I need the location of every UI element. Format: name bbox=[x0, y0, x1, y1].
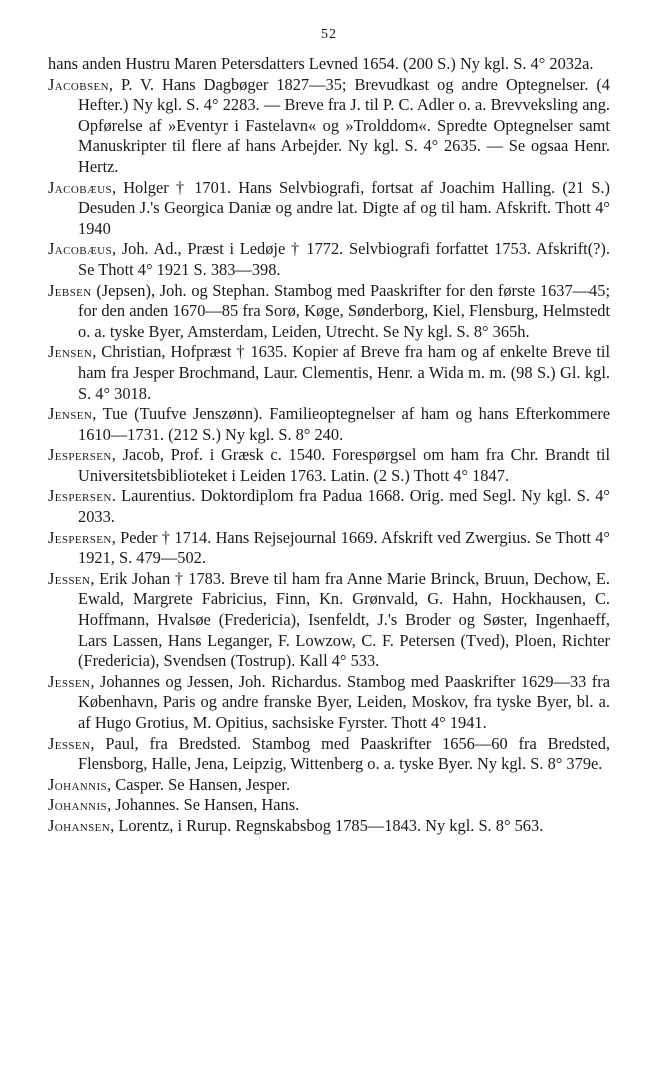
entry-name: Jespersen bbox=[48, 486, 112, 506]
catalog-entry bbox=[48, 445, 610, 486]
entry-name: Jacobsen bbox=[48, 74, 109, 94]
entry-list bbox=[48, 54, 610, 837]
catalog-entry bbox=[48, 486, 610, 527]
entry-name: Johannis bbox=[48, 795, 108, 815]
entry-text: , Tue (Tuufve Jenszønn). Familieoptegnelser af ham og hans Efterkommere 1610—1731. (212 S.) Ny kgl. S. 8° 240. bbox=[78, 404, 610, 444]
entry-text: , Erik Johan † 1783. Breve til ham fra Anne Marie Brinck, Bruun, Dechow, E. Ewald, Margrete Fabricius, Finn, Kn. Grønvald, G. Hahn, Hockhausen, C. Hoffmann, Hvalsøe (Fredericia), Isenfeldt, J.'s Broder og Søster, Ingenhaeff, Lars Lassen, Hans Leganger, F. Lowzow, C. F. Petersen (Tved), Ploen, Richter (Fredericia), Svendsen (Tostrup). Kall 4° 533. bbox=[78, 568, 610, 671]
entry-name: Jespersen bbox=[48, 527, 112, 547]
catalog-entry bbox=[48, 816, 610, 837]
catalog-entry bbox=[48, 569, 610, 672]
entry-name: Jacobæus bbox=[48, 177, 112, 197]
entry-text: , Christian, Hofpræst † 1635. Kopier af Breve fra ham og af enkelte Breve til ham fra Jesper Brochmand, Laur. Clementis, Henr. a Wida m. m. (98 S.) Gl. kgl. S. 4° 3018. bbox=[78, 342, 610, 403]
entry-text: , Peder † 1714. Hans Rejsejournal 1669. Afskrift ved Zwergius. Se Thott 4° 1921, S. 479—502. bbox=[78, 527, 610, 568]
entry-name: Jensen bbox=[48, 404, 93, 424]
entry-name: Johannis bbox=[48, 774, 108, 794]
entry-name: Jacobæus bbox=[48, 239, 112, 259]
catalog-entry bbox=[48, 178, 610, 240]
entry-text: , Casper. Se Hansen, Jesper. bbox=[107, 774, 291, 794]
entry-name: Jebsen bbox=[48, 280, 92, 300]
catalog-entry bbox=[48, 775, 610, 796]
entry-text: . Laurentius. Doktordiplom fra Padua 1668. Orig. med Segl. Ny kgl. S. 4° 2033. bbox=[78, 486, 610, 527]
catalog-entry bbox=[48, 239, 610, 280]
catalog-entry bbox=[48, 672, 610, 734]
catalog-entry bbox=[48, 54, 610, 75]
entry-text: , Johannes og Jessen, Joh. Richardus. Stambog med Paaskrifter 1629—33 fra København, Paris og andre franske Byer, Leiden, Moskov, fra tyske Byer, bl. a. af Hugo Grotius, M. Opitius, sachsiske Fyrster. Thott 4° 1941. bbox=[78, 671, 610, 732]
entry-text: , P. V. Hans Dagbøger 1827—35; Brevudkast og andre Optegnelser. (4 Hefter.) Ny kgl. S. 4° 2283. — Breve fra J. til P. C. Adler o. a. Brevveksling ang. Opførelse af »Eventyr i Fastelavn« og »Trolddom«. Spredte Optegnelser samt Manuskripter til flere af hans Arbejder. Ny kgl. S. 4° 2635. — Se ogsaa Henr. Hertz. bbox=[78, 74, 610, 176]
entry-name: Johansen bbox=[48, 815, 111, 835]
entry-text: , Jacob, Prof. i Græsk c. 1540. Forespørgsel om ham fra Chr. Brandt til Universitetsbiblioteket i Leiden 1763. Latin. (2 S.) Thott 4° 1847. bbox=[78, 445, 610, 485]
entry-text: , Paul, fra Bredsted. Stambog med Paaskrifter 1656—60 fra Bredsted, Flensborg, Halle, Jena, Leipzig, Wittenberg o. a. tyske Byer. Ny kgl. S. 8° 379e. bbox=[78, 733, 610, 774]
entry-name: Jensen bbox=[48, 342, 93, 362]
catalog-entry bbox=[48, 795, 610, 816]
catalog-entry bbox=[48, 75, 610, 178]
entry-text: , Holger † 1701. Hans Selvbiografi, fortsat af Joachim Halling. (21 S.) Desuden J.'s Georgica Daniæ og andre lat. Digte af og til ham. Afskrift. Thott 4° 1940 bbox=[78, 177, 610, 238]
catalog-entry bbox=[48, 404, 610, 445]
catalog-entry bbox=[48, 734, 610, 775]
entry-text: , Johannes. Se Hansen, Hans. bbox=[107, 795, 300, 815]
entry-text: hans anden Hustru Maren Petersdatters Levned 1654. (200 S.) Ny kgl. S. 4° 2032a. bbox=[48, 54, 594, 73]
entry-name: Jessen bbox=[48, 568, 91, 588]
entry-name: Jessen bbox=[48, 733, 91, 753]
entry-name: Jespersen bbox=[48, 445, 112, 465]
catalog-entry bbox=[48, 342, 610, 404]
entry-name: Jessen bbox=[48, 671, 91, 691]
catalog-entry bbox=[48, 528, 610, 569]
entry-text: (Jepsen), Joh. og Stephan. Stambog med Paaskrifter for den første 1637—45; for den anden 1670—85 fra Sorø, Køge, Sønderborg, Kiel, Flensburg, Helmstedt o. a. tyske Byer, Amsterdam, Leiden, Utrecht. Se Ny kgl. S. 8° 365h. bbox=[78, 280, 610, 341]
entry-text: , Lorentz, i Rurup. Regnskabsbog 1785—1843. Ny kgl. S. 8° 563. bbox=[110, 815, 544, 835]
catalog-entry bbox=[48, 281, 610, 343]
page-number: 52 bbox=[321, 27, 337, 42]
entry-text: , Joh. Ad., Præst i Ledøje † 1772. Selvbiografi forfattet 1753. Afskrift(?). Se Thott 4° 1921 S. 383—398. bbox=[78, 239, 610, 279]
